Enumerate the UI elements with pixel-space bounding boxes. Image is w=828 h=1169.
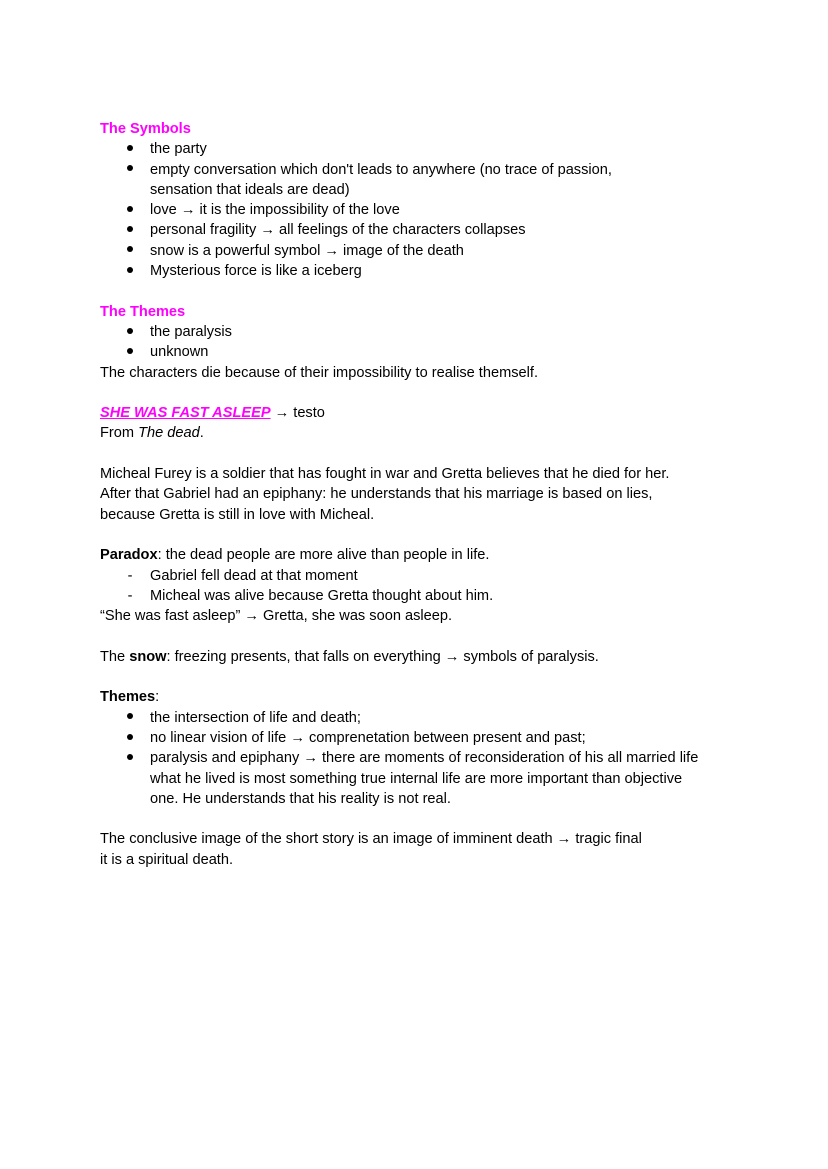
quote-link[interactable]: SHE WAS FAST ASLEEP [100,405,271,422]
list-item: - Gabriel fell dead at that moment [100,566,750,586]
list-item: the paralysis [100,322,750,342]
bullet-icon [124,261,136,281]
list-item-continuation: what he lived is most something true internal life are more important than objective [150,770,683,787]
snow-line: The snow: freezing presents, that falls on everything → symbols of paralysis. [100,648,599,665]
themes-heading: The Themes [100,303,186,320]
list-item: Mysterious force is like a iceberg [100,261,750,281]
bullet-icon [124,241,136,261]
themes2-list [100,708,750,809]
source-line: From The dead. [100,425,204,442]
paradox-list [100,566,750,607]
paragraph-line: Micheal Furey is a soldier that has fought in war and Gretta believes that he died for her. [100,466,670,483]
bullet-icon [124,342,136,362]
list-item: no linear vision of life → comprenetation between present and past; [100,728,750,748]
list-item: the party [100,139,750,159]
paradox-line: Paradox: the dead people are more alive than people in life. [100,547,490,564]
source-title: The dead [138,425,200,442]
symbols-heading: The Symbols [100,121,191,137]
paragraph-line: because Gretta is still in love with Micheal. [100,506,375,523]
bullet-icon [124,160,136,180]
dash-marker: - [127,567,133,584]
bullet-icon [124,139,136,159]
bullet-icon [124,728,136,748]
themes-list [100,322,750,363]
list-item: - Micheal was alive because Gretta thought about him. [100,586,750,606]
snow-label: snow [129,648,167,665]
bullet-icon [124,200,136,220]
conclusion-line: The conclusive image of the short story is an image of imminent death → tragic final [100,831,642,848]
dash-marker: - [127,587,133,604]
list-item: empty conversation which don't leads to anywhere (no trace of passion, [100,160,750,180]
list-item: paralysis and epiphany → there are moments of reconsideration of his all married life [100,748,750,768]
quote-line: SHE WAS FAST ASLEEP → testo [100,405,325,422]
list-item: the intersection of life and death; [100,708,750,728]
themes-note: The characters die because of their impossibility to realise themself. [100,364,539,381]
paradox-label: Paradox [100,547,158,564]
bullet-icon [124,708,136,728]
paradox-note: “She was fast asleep” → Gretta, she was soon asleep. [100,608,453,625]
paragraph-line: After that Gabriel had an epiphany: he understands that his marriage is based on lies, [100,486,653,503]
list-item-continuation: one. He understands that his reality is not real. [150,790,451,807]
bullet-icon [124,322,136,342]
symbols-list [100,139,750,281]
list-item: love → it is the impossibility of the love [100,200,750,220]
conclusion-line: it is a spiritual death. [100,851,234,868]
list-item-continuation: sensation that ideals are dead) [150,181,350,198]
bullet-icon [124,220,136,240]
list-item: unknown [100,342,750,362]
list-item: snow is a powerful symbol → image of the death [100,241,750,261]
document-page [100,119,750,870]
list-item: personal fragility → all feelings of the characters collapses [100,220,750,240]
themes2-heading: Themes: [100,689,160,706]
bullet-icon [124,748,136,768]
